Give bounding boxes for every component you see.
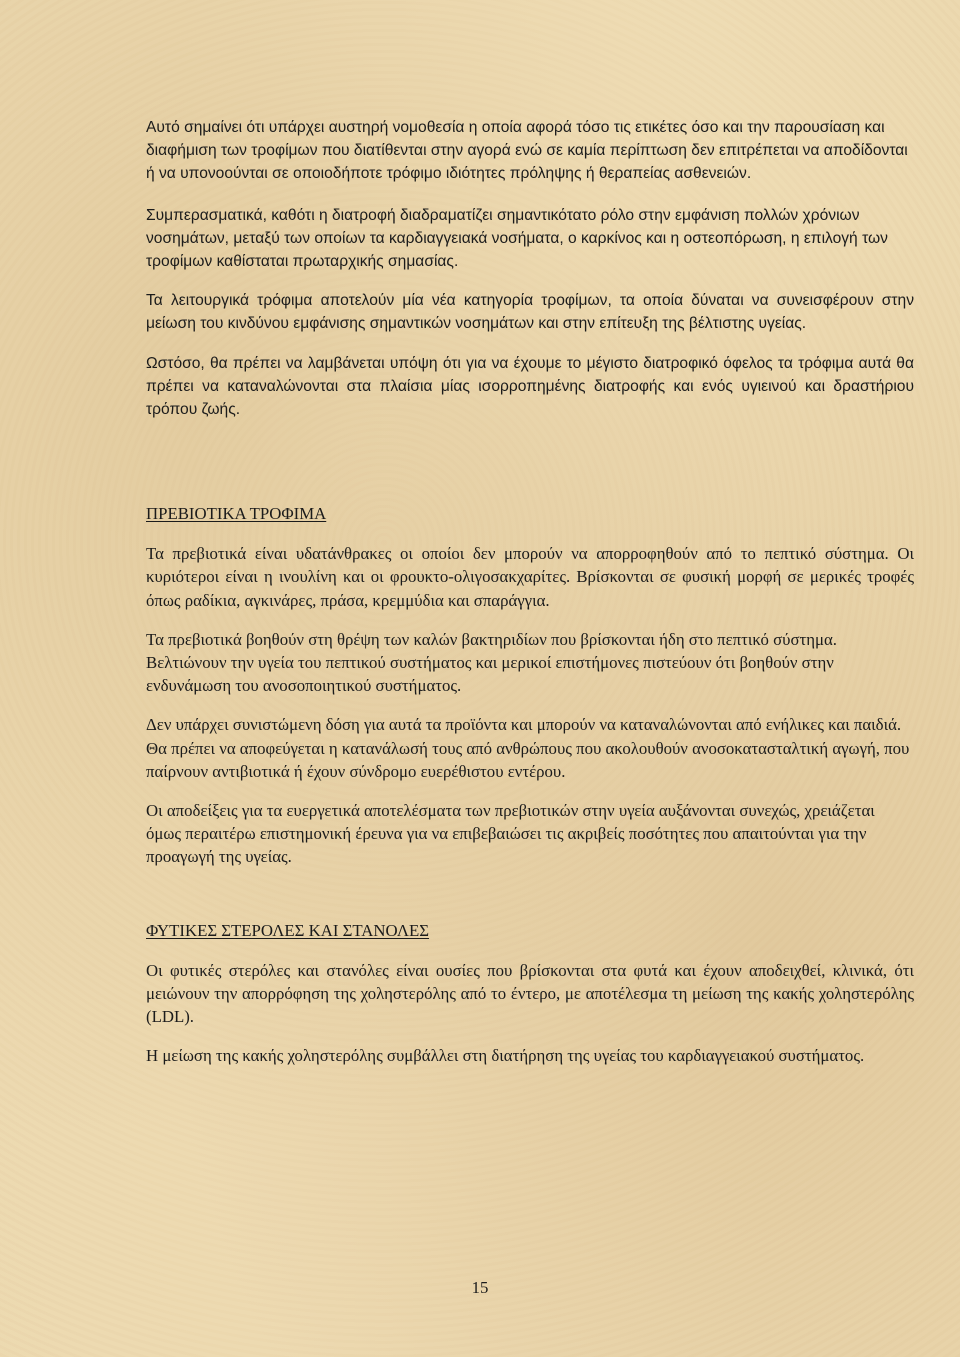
paragraph-prebiotics-evidence: Οι αποδείξεις για τα ευεργετικά αποτελέσματα των πρεβιοτικών στην υγεία αυξάνονται συνεχώς, χρειάζεται όμως περαιτέρω επιστημονική έρευνα για να επιβεβαιώσει τις ακριβείς ποσότητες που απαιτούνται για την προαγωγή της υγείας. — [146, 801, 875, 867]
paragraph-legislation: Αυτό σημαίνει ότι υπάρχει αυστηρή νομοθεσία η οποία αφορά τόσο τις ετικέτες όσο και την παρουσίαση και διαφήμιση των τροφίμων που διατίθενται στην αγορά ενώ σε καμία περίπτωση δεν επιτρέπεται να αποδίδονται ή να υπονοούνται σε οποιοδήποτε τρόφιμο ιδιότητες πρόληψης ή θεραπείας ασθενειών. — [146, 119, 908, 183]
paragraph-sterols-cardio: Η μείωση της κακής χοληστερόλης συμβάλλει στη διατήρηση της υγείας του καρδιαγγειακού συστήματος. — [146, 1046, 865, 1066]
paragraph-prebiotics-dosage: Δεν υπάρχει συνιστώμενη δόση για αυτά τα προϊόντα και μπορούν να καταναλώνονται από ενήλικες και παιδιά. Θα πρέπει να αποφεύγεται η κατανάλωσή τους από ανθρώπους που ακολουθούν ανοσοκατασταλτική αγωγή, που παίρνουν αντιβιοτικά ή έχουν σύνδρομο ευερέθιστου εντέρου. — [146, 715, 910, 781]
paragraph-prebiotics-definition: Τα πρεβιοτικά είναι υδατάνθρακες οι οποίοι δεν μπορούν να απορροφηθούν από το πεπτικό σύστημα. Οι κυριότεροι είναι η ινουλίνη και οι φρουκτο-ολιγοσακχαρίτες. Βρίσκονται σε φυσική μορφή σε μερικές τροφές όπως ραδίκια, αγκινάρες, πράσα, κρεμμύδια και σπαράγγια. — [146, 544, 914, 610]
document-page — [146, 116, 914, 1083]
page-number: 15 — [471, 1278, 489, 1297]
paragraph-prebiotics-benefits: Τα πρεβιοτικά βοηθούν στη θρέψη των καλών βακτηριδίων που βρίσκονται ήδη στο πεπτικό σύστημα. Βελτιώνουν την υγεία του πεπτικού συστήματος και μερικοί επιστήμονες πιστεύουν ότι βοηθούν στην ενδυνάμωση του ανοσοποιητικού συστήματος. — [146, 629, 837, 696]
paragraph-sterols-definition: Οι φυτικές στερόλες και στανόλες είναι ουσίες που βρίσκονται στα φυτά και έχουν αποδειχθεί, κλινικά, ότι μειώνουν την απορρόφηση της χοληστερόλης από το έντερο, με αποτέλεσμα τη μείωση της κακής χοληστερόλης (LDL). — [146, 960, 914, 1027]
section-heading-prebiotics: ΠΡΕΒΙΟΤΙΚΑ ΤΡΟΦΙΜΑ — [146, 504, 327, 524]
section-heading-sterols: ΦΥΤΙΚΕΣ ΣΤΕΡΟΛΕΣ ΚΑΙ ΣΤΑΝΟΛΕΣ — [146, 920, 430, 940]
paragraph-conclusion: Συμπερασματικά, καθότι η διατροφή διαδραματίζει σημαντικότατο ρόλο στην εμφάνιση πολλών χρόνιων νοσημάτων, μεταξύ των οποίων τα καρδιαγγειακά νοσήματα, ο καρκίνος και η οστεοπόρωση, η επιλογή των τροφίμων καθίσταται πρωταρχικής σημασίας. — [146, 206, 888, 271]
paragraph-balanced-diet: Ωστόσο, θα πρέπει να λαμβάνεται υπόψη ότι για να έχουμε το μέγιστο διατροφικό όφελος τα τρόφιμα αυτά θα πρέπει να καταναλώνονται στα πλαίσια μίας ισορροπημένης διατροφής και ενός υγιεινού και δραστήριου τρόπου ζωής. — [146, 354, 914, 419]
paragraph-functional-foods: Τα λειτουργικά τρόφιμα αποτελούν μία νέα κατηγορία τροφίμων, τα οποία δύναται να συνεισφέρουν στην μείωση του κινδύνου εμφάνισης σημαντικών νοσημάτων και στην επίτευξη της βέλτιστης υγείας. — [146, 292, 914, 333]
